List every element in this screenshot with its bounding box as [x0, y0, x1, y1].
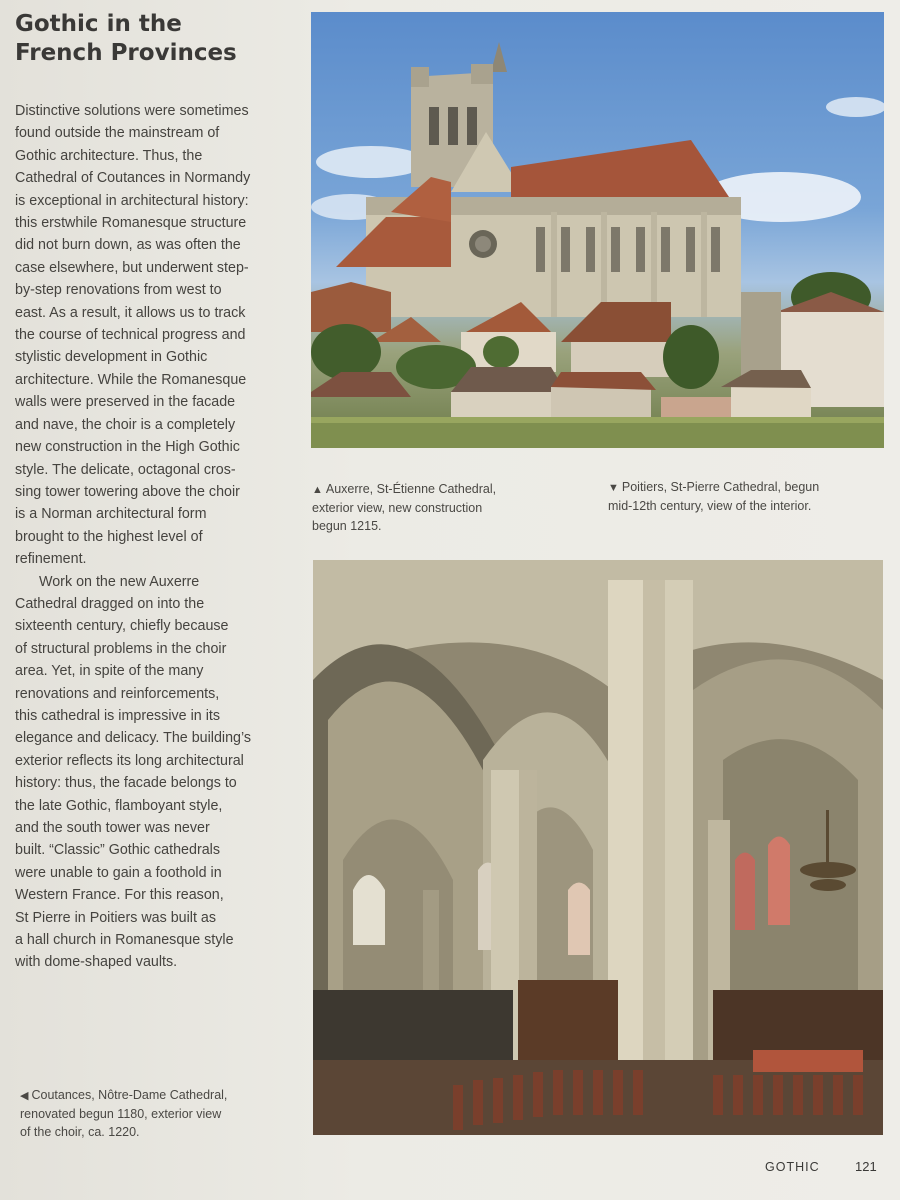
caption-poitiers	[608, 478, 868, 515]
page-title: Gothic in the French Provinces	[15, 11, 237, 66]
text-line: this cathedral is impressive in its	[15, 707, 220, 724]
text-line: stylistic development in Gothic	[15, 349, 208, 366]
text-line: Distinctive solutions were sometimes	[15, 103, 249, 119]
triangle-down-icon: ▼	[608, 482, 619, 494]
page-number: 121	[855, 1159, 877, 1174]
triangle-left-icon: ◀	[20, 1090, 29, 1102]
text-line: a hall church in Romanesque style	[15, 932, 234, 949]
text-line: Cathedral dragged on into the	[15, 595, 205, 612]
text-line: refinement.	[15, 551, 87, 568]
caption-line: Poitiers, St-Pierre Cathedral, begun	[621, 480, 820, 494]
caption-line: of the choir, ca. 1220.	[20, 1125, 140, 1139]
text-line: the late Gothic, flamboyant style,	[15, 797, 223, 814]
caption-line: renovated begun 1180, exterior view	[20, 1107, 222, 1121]
text-line: sixteenth century, chiefly because	[15, 618, 229, 635]
auxerre-cathedral-illustration	[311, 12, 884, 448]
paragraph-1	[15, 100, 277, 571]
text-line: east. As a result, it allows us to track	[15, 304, 246, 321]
caption-line: exterior view, new construction	[312, 501, 483, 515]
text-line: exterior reflects its long architectural	[15, 752, 244, 769]
text-line: Cathedral of Coutances in Normandy	[15, 170, 251, 187]
text-line: and the south tower was never	[15, 820, 210, 836]
text-line: history: thus, the facade belongs to	[15, 775, 237, 792]
running-footer-section: GOTHIC	[765, 1160, 820, 1174]
text-line: renovations and reinforcements,	[15, 685, 220, 702]
text-line: is a Norman architectural form	[15, 506, 207, 523]
text-line: architecture. While the Romanesque	[15, 371, 247, 388]
text-line: is exceptional in architectural history:	[15, 192, 249, 209]
auxerre-cathedral-photo	[311, 12, 884, 448]
body-text	[15, 100, 277, 974]
text-line: by-step renovations from west to	[15, 282, 222, 299]
poitiers-interior-photo	[313, 560, 883, 1135]
text-line: found outside the mainstream of	[15, 125, 220, 142]
text-line: built. “Classic” Gothic cathedrals	[15, 842, 220, 859]
triangle-up-icon: ▲	[312, 484, 323, 496]
paragraph-2	[15, 571, 277, 974]
text-line: Gothic architecture. Thus, the	[15, 147, 203, 164]
text-line: the course of technical progress and	[15, 327, 246, 344]
text-line: did not burn down, as was often the	[15, 237, 241, 254]
text-line: area. Yet, in spite of the many	[15, 663, 204, 680]
text-line: Western France. For this reason,	[15, 887, 224, 904]
caption-auxerre	[312, 480, 552, 535]
text-line: with dome-shaped vaults.	[15, 954, 178, 971]
text-line: elegance and delicacy. The building’s	[15, 730, 252, 747]
text-line: brought to the highest level of	[15, 528, 203, 545]
text-line: St Pierre in Poitiers was built as	[15, 909, 217, 926]
text-line: were unable to gain a foothold in	[15, 864, 222, 881]
poitiers-interior-illustration	[313, 560, 883, 1135]
text-line: sing tower towering above the choir	[15, 483, 240, 500]
caption-line: mid-12th century, view of the interior.	[608, 499, 812, 513]
text-line: Work on the new Auxerre	[39, 573, 200, 590]
text-line: walls were preserved in the facade	[15, 394, 236, 411]
text-line: and nave, the choir is a completely	[15, 416, 236, 433]
text-line: of structural problems in the choir	[15, 640, 227, 657]
text-line: new construction in the High Gothic	[15, 439, 240, 456]
text-line: case elsewhere, but underwent step-	[15, 259, 249, 276]
caption-line: Auxerre, St-Étienne Cathedral,	[325, 482, 497, 496]
caption-coutances	[20, 1086, 300, 1141]
caption-line: Coutances, Nôtre-Dame Cathedral,	[31, 1088, 228, 1102]
caption-line: begun 1215.	[312, 519, 382, 533]
text-line: style. The delicate, octagonal cros-	[15, 461, 236, 478]
text-line: this erstwhile Romanesque structure	[15, 215, 247, 232]
